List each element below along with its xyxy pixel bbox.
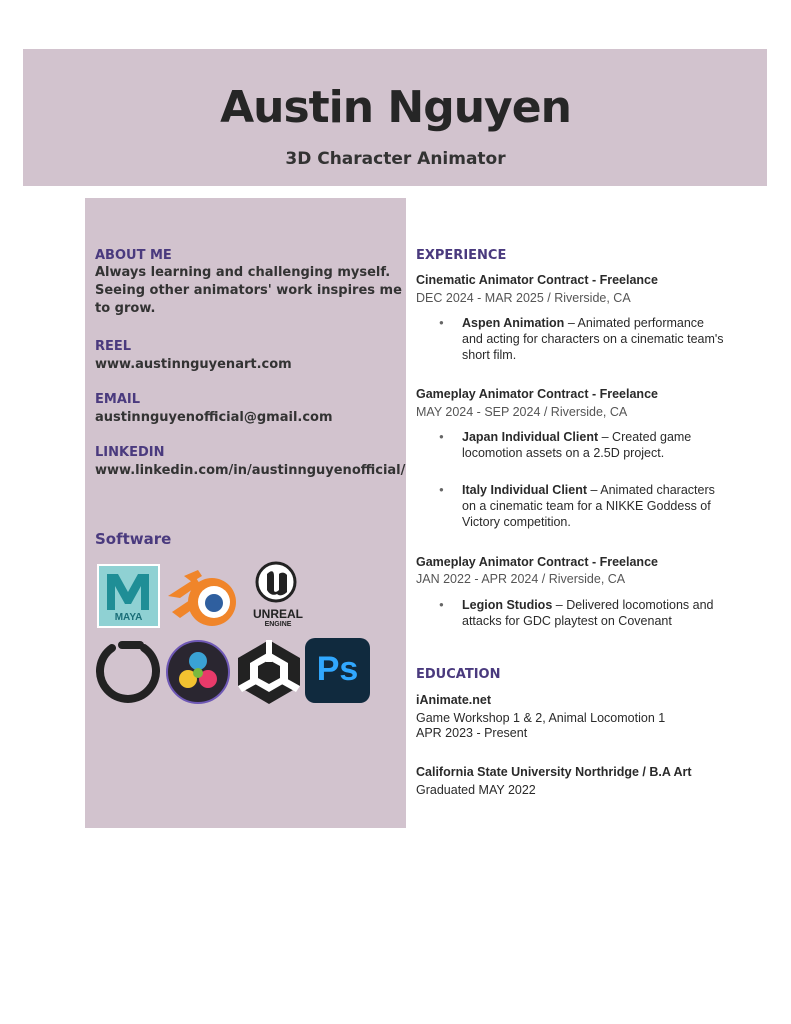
job-bullet-2: ● Japan Individual Client – Created game locomotion assets on a 2.5D project. [462,429,732,461]
school-2: California State University Northridge / B.A Art [416,765,692,779]
job-dates-3: JAN 2022 - APR 2024 / Riverside, CA [416,572,626,586]
unity-icon [236,638,302,706]
job-bullet-1: ● Aspen Animation – Animated performance and acting for characters on a cinematic team's short film. [462,315,732,363]
linkedin-heading: LINKEDIN [95,445,165,460]
job-title: 3D Character Animator [285,149,506,169]
candidate-name: Austin Nguyen [220,82,571,133]
job-title-1: Cinematic Animator Contract - Freelance [416,273,658,287]
photoshop-label: Ps [316,650,359,688]
davinci-resolve-icon [165,639,231,705]
unreal-label: UNREAL [253,607,303,621]
perforce-icon [96,640,160,704]
linkedin-link[interactable]: www.linkedin.com/in/austinnguyenofficial/ [95,463,406,478]
unreal-engine-icon [243,560,313,630]
reel-link[interactable]: www.austinnguyenart.com [95,357,292,372]
job-bullet-4: ● Legion Studios – Delivered locomotions and attacks for GDC playtest on Covenant [462,597,732,629]
school-1-dates: APR 2023 - Present [416,726,528,740]
experience-heading: EXPERIENCE [416,248,507,263]
maya-label: MAYA [114,612,143,623]
email-heading: EMAIL [95,392,140,407]
school-1: iAnimate.net [416,693,492,707]
unreal-sub-label: ENGINE [264,621,292,628]
job-title-3: Gameplay Animator Contract - Freelance [416,555,658,569]
education-heading: EDUCATION [416,667,501,682]
job-dates-1: DEC 2024 - MAR 2025 / Riverside, CA [416,291,631,305]
school-1-courses: Game Workshop 1 & 2, Animal Locomotion 1 [416,711,666,725]
job-bullet-3: ● Italy Individual Client – Animated characters on a cinematic team for a NIKKE Goddess of Victory competition. [462,482,732,530]
maya-icon [97,564,160,628]
blender-icon [166,566,242,628]
email-link[interactable]: austinnguyenofficial@gmail.com [95,410,333,425]
job-title-2: Gameplay Animator Contract - Freelance [416,387,658,401]
about-text: Always learning and challenging myself. Seeing other animators' work inspires me to grow. [95,265,402,316]
reel-heading: REEL [95,339,132,354]
about-heading: ABOUT ME [95,248,172,263]
school-2-dates: Graduated MAY 2022 [416,783,536,797]
photoshop-icon [305,638,370,703]
software-heading: Software [95,530,172,548]
job-dates-2: MAY 2024 - SEP 2024 / Riverside, CA [416,405,628,419]
